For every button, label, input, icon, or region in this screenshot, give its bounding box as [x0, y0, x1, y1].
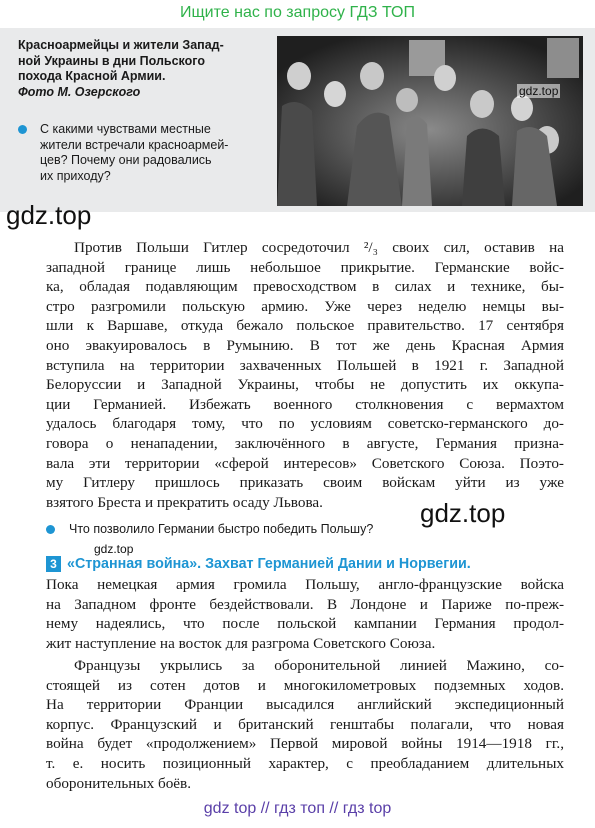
top-banner: Ищите нас по запросу ГДЗ ТОП — [180, 4, 415, 21]
text-line: нему надеялись, что после польской кампании Германия продол- — [46, 615, 564, 633]
text-line: оборонительных боёв. — [46, 774, 191, 792]
photo-caption — [18, 38, 268, 100]
caption-line: Красноармейцы и жители Запад- — [18, 38, 224, 52]
text-line: вступила на территории захваченных Польшей в 1921 г. Западной — [46, 356, 564, 374]
photo-question — [18, 122, 266, 184]
question-line: цев? Почему они радовались — [40, 153, 212, 167]
text-line: Белоруссии и Западной Украины, чтобы не допустить их оккупа- — [46, 376, 564, 394]
text-line: Пока немецкая армия громила Польшу, англо-французские войска — [46, 576, 564, 593]
paragraph-3 — [46, 656, 564, 793]
text-line: удалось благодаря тому, что по условиям советско-германского до- — [46, 415, 564, 433]
text-line: взятого Бреста и прекратить осаду Львова. — [46, 493, 323, 511]
text-line: стоящей из сотен дотов и многокилометровых подземных ходов. — [46, 676, 564, 694]
caption-line: ной Украины в дни Польского — [18, 53, 205, 68]
caption-line: похода Красной Армии. — [18, 69, 166, 83]
text-line: западной границе лишь небольшое прикрытие. Германские войс- — [46, 258, 564, 276]
paragraph-2 — [46, 575, 564, 653]
question-bullet-icon — [46, 525, 55, 534]
text-line: война будет «продолжением» Первой мировой войны 1914—1918 гг., — [46, 735, 564, 753]
watermark: gdz.top — [6, 200, 92, 230]
text-line: оно эвакуировалось в Румынию. В тот же день Красная Армия — [46, 336, 564, 354]
watermark: gdz.top — [94, 542, 134, 556]
question-line: С какими чувствами местные — [40, 122, 211, 136]
text-line: му Гитлеру пришлось приказать своим войскам уйти из уже — [46, 474, 564, 492]
text-line: Французы укрылись за оборонительной линией Мажино, со- — [74, 657, 564, 674]
text-line: вала эти территории «сферой интересов» Советского Союза. Поэто- — [46, 454, 564, 472]
text-line: ции Германией. Избежать военного столкновения с вермахтом — [46, 395, 564, 413]
text-line: жит наступление на восток для разгрома Советского Союза. — [46, 634, 436, 652]
question-2 — [46, 522, 373, 536]
question-line: их приходу? — [40, 168, 111, 183]
historical-photo — [277, 36, 583, 206]
text-line: корпус. Французский и британский генштабы полагали, что новая — [46, 715, 564, 733]
watermark: gdz.top — [519, 84, 559, 98]
text-line: стро разгромили польскую армию. Уже через неделю немцы вы- — [46, 297, 564, 315]
paragraph-1 — [46, 238, 564, 512]
photo-author: Фото М. Озерского — [18, 84, 141, 99]
question-line: жители встречали красноармей- — [40, 137, 229, 152]
text-line: говора о ненападении, заключённого в августе, Германия призна- — [46, 434, 564, 452]
text-line: ка, обладая подавляющим превосходством в силах и технике, бы- — [46, 278, 564, 296]
text-line: На территории Франции высадился английский экспедиционный — [46, 696, 564, 714]
question-text: Что позволило Германии быстро победить Польшу? — [69, 522, 374, 536]
text-line: Против Польши Гитлер сосредоточил ²/₃ своих сил, оставив на — [74, 239, 564, 256]
footer-watermark: gdz top // гдз топ // гдз top — [203, 800, 392, 817]
section-title: «Странная война». Захват Германией Дании и Норвегии. — [67, 556, 471, 572]
question-bullet-icon — [18, 125, 27, 134]
text-line: т. е. носить позиционный характер, с преобладанием длительных — [46, 754, 564, 772]
section-number: 3 — [46, 556, 61, 572]
section-heading — [46, 556, 564, 572]
text-line: на Западном фронте бездействовали. В Лондоне и Париже по-преж- — [46, 595, 564, 613]
watermark: gdz.top — [420, 498, 506, 528]
text-line: шли к Варшаве, откуда бежало польское правительство. 17 сентября — [46, 317, 564, 335]
